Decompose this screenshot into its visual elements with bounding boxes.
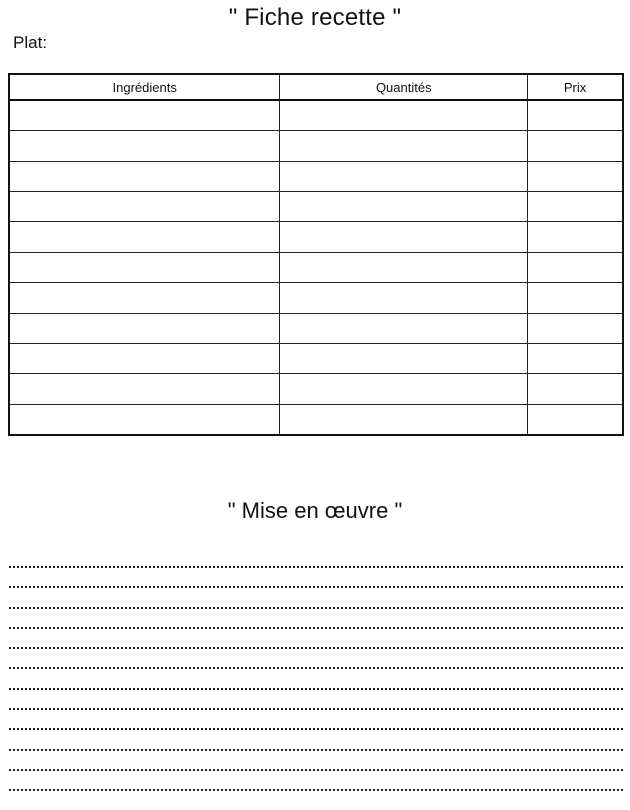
table-row [9, 343, 623, 373]
quantite-cell[interactable] [280, 313, 528, 343]
dotted-writing-line [9, 749, 623, 751]
quantite-cell[interactable] [280, 374, 528, 404]
page-title: " Fiche recette " [228, 4, 402, 31]
ingredient-cell[interactable] [9, 252, 280, 282]
quantite-cell[interactable] [280, 404, 528, 435]
table-header-row [9, 74, 623, 100]
dotted-writing-line [9, 708, 623, 710]
ingredient-cell[interactable] [9, 131, 280, 161]
table-row [9, 252, 623, 282]
table-row [9, 283, 623, 313]
ingredient-cell[interactable] [9, 100, 280, 131]
dotted-writing-line [9, 586, 623, 588]
ingredient-cell[interactable] [9, 222, 280, 252]
table-body [9, 100, 623, 435]
table-row [9, 100, 623, 131]
dotted-writing-line [9, 769, 623, 771]
dotted-writing-line [9, 789, 623, 791]
ingredient-cell[interactable] [9, 343, 280, 373]
mise-en-oeuvre-title: " Mise en œuvre " [227, 498, 403, 523]
prix-cell[interactable] [528, 192, 623, 222]
prix-cell[interactable] [528, 313, 623, 343]
table-row [9, 222, 623, 252]
prix-cell[interactable] [528, 374, 623, 404]
ingredient-cell[interactable] [9, 283, 280, 313]
ingredient-cell[interactable] [9, 192, 280, 222]
dotted-writing-line [9, 728, 623, 730]
plat-label: Plat: [13, 33, 48, 52]
ingredient-cell[interactable] [9, 161, 280, 191]
prix-cell[interactable] [528, 343, 623, 373]
quantite-cell[interactable] [280, 192, 528, 222]
prix-cell[interactable] [528, 252, 623, 282]
table-row [9, 374, 623, 404]
ingredient-cell[interactable] [9, 374, 280, 404]
quantite-cell[interactable] [280, 222, 528, 252]
dotted-writing-line [9, 688, 623, 690]
quantite-cell[interactable] [280, 131, 528, 161]
quantite-cell[interactable] [280, 161, 528, 191]
quantite-cell[interactable] [280, 252, 528, 282]
dotted-writing-line [9, 647, 623, 649]
header-quantites: Quantités [280, 74, 528, 100]
table-row [9, 192, 623, 222]
ingredients-table [8, 73, 624, 436]
table-row [9, 313, 623, 343]
quantite-cell[interactable] [280, 343, 528, 373]
prix-cell[interactable] [528, 404, 623, 435]
header-ingredients: Ingrédients [9, 74, 280, 100]
ingredient-cell[interactable] [9, 404, 280, 435]
dotted-writing-line [9, 627, 623, 629]
table-row [9, 404, 623, 435]
dotted-writing-line [9, 566, 623, 568]
prix-cell[interactable] [528, 161, 623, 191]
prix-cell[interactable] [528, 283, 623, 313]
dotted-writing-line [9, 607, 623, 609]
dotted-writing-line [9, 667, 623, 669]
ingredient-cell[interactable] [9, 313, 280, 343]
header-prix: Prix [528, 74, 623, 100]
table-row [9, 161, 623, 191]
quantite-cell[interactable] [280, 283, 528, 313]
table-row [9, 131, 623, 161]
prix-cell[interactable] [528, 100, 623, 131]
prix-cell[interactable] [528, 222, 623, 252]
prix-cell[interactable] [528, 131, 623, 161]
quantite-cell[interactable] [280, 100, 528, 131]
writing-lines [9, 566, 623, 810]
